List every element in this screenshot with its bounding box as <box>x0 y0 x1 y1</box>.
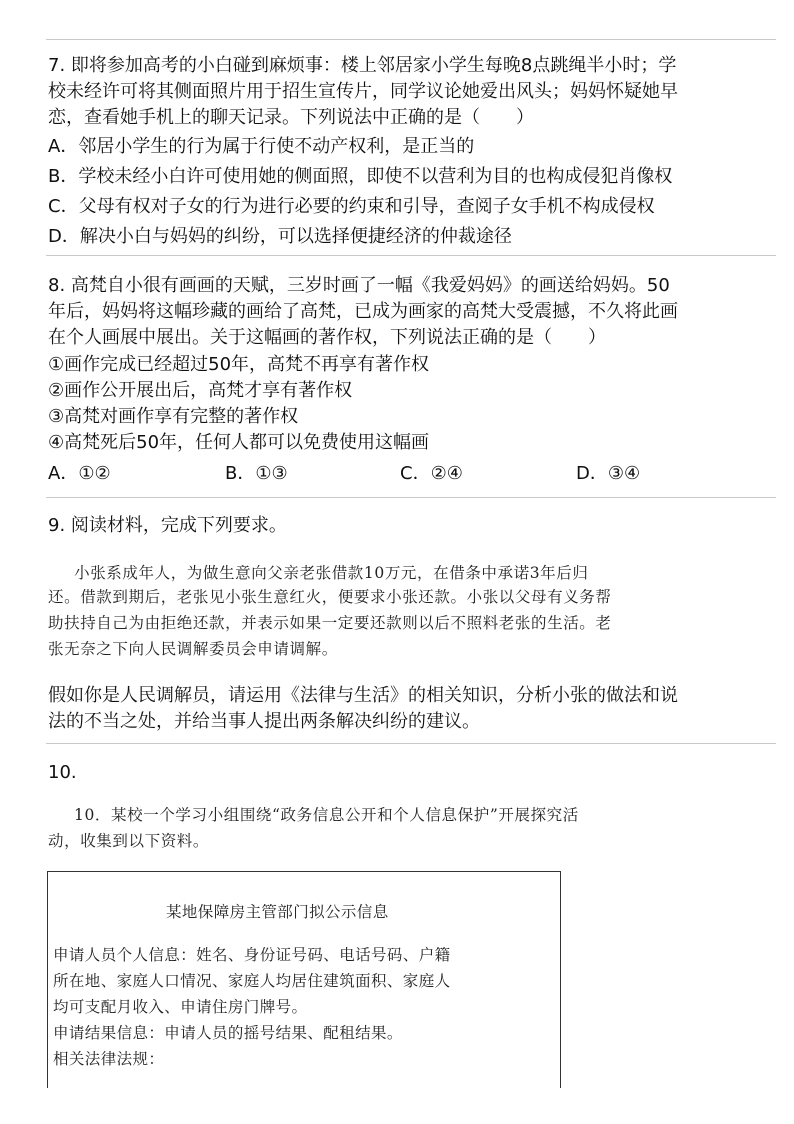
question-7-stem-line: 校未经许可将其侧面照片用于招生宣传片，同学议论她爱出风头；妈妈怀疑她早 <box>48 81 678 102</box>
info-box-title: 某地保障房主管部门拟公示信息 <box>166 903 389 921</box>
question-8-stem-line: 8. 高梵自小很有画画的天赋，三岁时画了一幅《我爱妈妈》的画送给妈妈。50 <box>48 275 670 296</box>
question-8-statement: ③高梵对画作享有完整的著作权 <box>48 406 299 427</box>
info-box-line: 所在地、家庭人口情况、家庭人均居住建筑面积、家庭人 <box>53 972 451 990</box>
question-9-task-line: 法的不当之处，并给当事人提出两条解决纠纷的建议。 <box>48 711 480 732</box>
info-box-line: 申请人员个人信息：姓名、身份证号码、电话号码、户籍 <box>53 946 451 964</box>
question-7-stem-line: 7. 即将参加高考的小白碰到麻烦事：楼上邻居家小学生每晚8点跳绳半小时；学 <box>48 55 677 76</box>
question-8-stem-line: 在个人画展中展出。关于这幅画的著作权，下列说法正确的是（ ） <box>48 327 606 348</box>
divider-q8-q9 <box>46 497 776 498</box>
question-9-material-line: 张无奈之下向人民调解委员会申请调解。 <box>48 640 338 658</box>
question-7-option-d: D．解决小白与妈妈的纠纷，可以选择便捷经济的仲裁途径 <box>48 226 512 247</box>
question-8-statement: ④高梵死后50年，任何人都可以免费使用这幅画 <box>48 432 430 453</box>
divider-q7-q8 <box>46 255 776 256</box>
question-7-stem-line: 恋，查看她手机上的聊天记录。下列说法中正确的是（ ） <box>48 107 534 128</box>
info-box-line: 相关法律法规： <box>53 1050 165 1068</box>
question-9-material-line: 还。借款到期后，老张见小张生意红火，便要求小张还款。小张以父母有义务帮 <box>48 588 612 606</box>
info-disclosure-box <box>47 871 561 1088</box>
info-box-line: 均可支配月收入、申请住房门牌号。 <box>53 998 308 1016</box>
question-7-option-c: C．父母有权对子女的行为进行必要的约束和引导，查阅子女手机不构成侵权 <box>48 196 655 217</box>
question-9-task-line: 假如你是人民调解员，请运用《法律与生活》的相关知识，分析小张的做法和说 <box>48 685 678 706</box>
question-8-option-d: D．③④ <box>576 463 641 484</box>
question-9-heading: 9. 阅读材料，完成下列要求。 <box>48 515 287 536</box>
question-8-option-a: A．①② <box>48 463 111 484</box>
question-8-statement: ②画作公开展出后，高梵才享有著作权 <box>48 380 353 401</box>
divider-q9-q10 <box>46 743 776 744</box>
question-10-intro-line: 动，收集到以下资料。 <box>48 832 210 850</box>
question-8-option-b: B．①③ <box>225 463 288 484</box>
divider-top <box>46 39 776 40</box>
question-8-option-c: C．②④ <box>400 463 463 484</box>
info-box-line: 申请结果信息：申请人员的摇号结果、配租结果。 <box>53 1024 403 1042</box>
question-10-intro-line: 10．某校一个学习小组围绕“政务信息公开和个人信息保护”开展探究活 <box>74 806 579 824</box>
question-9-material-line: 小张系成年人，为做生意向父亲老张借款10万元，在借条中承诺3年后归 <box>58 564 589 582</box>
question-7-option-b: B．学校未经小白许可使用她的侧面照，即使不以营利为目的也构成侵犯肖像权 <box>48 166 673 187</box>
question-8-stem-line: 年后，妈妈将这幅珍藏的画给了高梵，已成为画家的高梵大受震撼，不久将此画 <box>48 301 678 322</box>
question-8-statement: ①画作完成已经超过50年，高梵不再享有著作权 <box>48 354 430 375</box>
question-9-material-line: 助扶持自己为由拒绝还款，并表示如果一定要还款则以后不照料老张的生活。老 <box>48 614 612 632</box>
question-10-heading: 10. <box>48 762 77 783</box>
question-7-option-a: A．邻居小学生的行为属于行使不动产权利，是正当的 <box>48 136 475 157</box>
